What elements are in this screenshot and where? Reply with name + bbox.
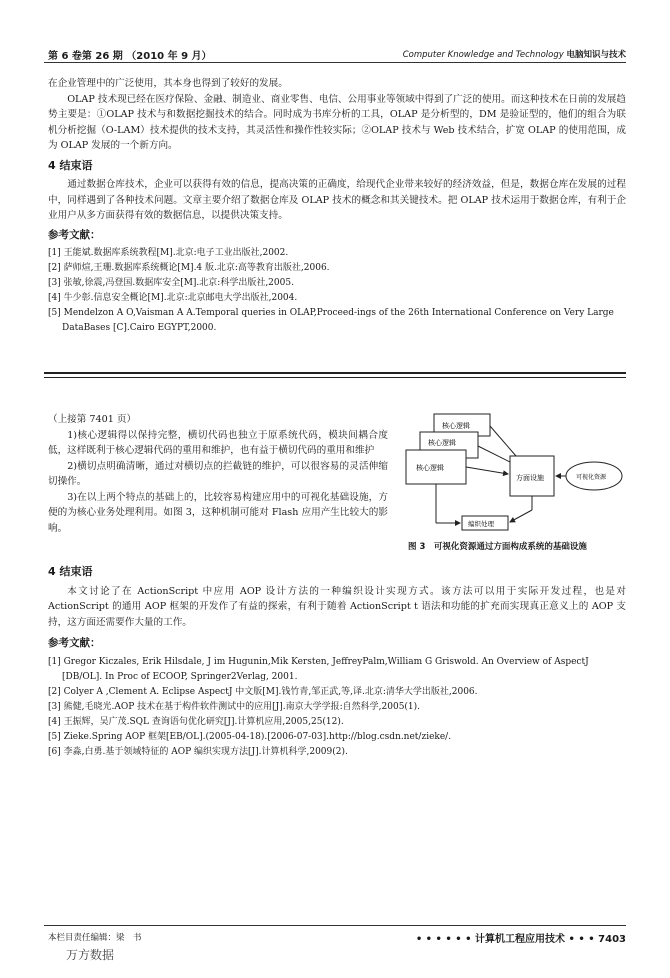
arrow-core-to-aspect [466, 467, 508, 474]
journal-name-en: Computer Knowledge and Technology [402, 50, 564, 60]
connector-core-to-aspect [478, 446, 510, 462]
figure-3-diagram [398, 412, 626, 536]
reference-item: [5] Zieke.Spring AOP 框架[EB/OL].(2005-04-18).[2006-07-03].http://blog.csdn.net/zieke/. [48, 731, 452, 742]
reference-item: [3] 熊健,毛晓光.AOP 技术在基于构件软件测试中的应用[J].南京大学学报:自然科学,2005(1). [48, 701, 421, 712]
reference-item: [2] Colyer A ,Clement A. Eclipse AspectJ 中文版[M].钱竹青,邹正武,等,译.北京:清华大学出版社,2006. [48, 686, 478, 697]
paragraph: 1)核心逻辑得以保持完整，横切代码也独立于原系统代码，模块间耦合度低，这样既利于核心逻辑代码的重用和维护，也有益于横切代码的重用和维护 [48, 429, 388, 456]
paragraph: 3)在以上两个特点的基础上的，比较容易构建应用中的可视化基础设施，方便的为核心业务处理利用。如图 3，这种机制可能对 Flash 应用产生比较大的影响。 [48, 491, 388, 534]
running-header-issue: 第 6 卷第 26 期 （2010 年 9 月） [48, 51, 212, 62]
paragraph: 本文讨论了在 ActionScript 中应用 AOP 设计方法的一种编织设计实现方式。该方法可以用于实际开发过程，也是对 ActionScript 的通用 AOP 框架的开发作了有益的探索，有利于随着 ActionScript t 语法和功能的扩充而实现真正意义上的 AOP 支持，这方面还需要作大量的工作。 [48, 585, 626, 628]
reference-item: [5] Mendelzon A O,Vaisman A A.Temporal queries in OLAP,Proceed-ings of the 26th International Conference on Very Large DataBases [C].Cairo EGYPT,2000. [48, 308, 614, 333]
upper-article [48, 76, 626, 336]
journal-name-cn: 电脑知识与技术 [566, 50, 626, 60]
page-number: 7403 [598, 934, 626, 945]
reference-item: [1] 王能斌.数据库系统教程[M].北京:电子工业出版社,2002. [48, 248, 289, 258]
section-heading-conclusion: 4 结束语 [48, 565, 93, 578]
paragraph: 在企业管理中的广泛使用，其本身也得到了较好的发展。 [48, 78, 288, 89]
weaving-process-label: 编织处理 [468, 520, 494, 528]
reference-item: [4] 牛少彰.信息安全概论[M].北京:北京邮电大学出版社,2004. [48, 293, 298, 303]
continued-from-note: （上接第 7401 页） [48, 414, 137, 425]
section-heading-conclusion: 4 结束语 [48, 158, 93, 172]
lower-article-column [48, 412, 388, 536]
paragraph: OLAP 技术现已经在医疗保险、金融、制造业、商业零售、电信、公用事业等领域中得到了广泛的使用。而这种技术在日前的发展趋势主要是：①OLAP 技术与和数据挖掘技术的结合。同时成为书库分析的工具，OLAP 是分析型的，DM 是验证型的，他们的组合为联机分析挖掘（O-LAM）技术提供的技术支持，其灵活性和操作性较实际；②OLAP 技术与 Web 技术结合，扩宽 OLAP 的使用范围，成为 OLAP 发展的一个新方向。 [48, 93, 626, 151]
core-logic-label: 核心逻辑 [442, 422, 470, 430]
article-separator [44, 372, 626, 378]
section-editor: 本栏目责任编辑：梁 书 [48, 933, 142, 943]
paragraph: 通过数据仓库技术，企业可以获得有效的信息，提高决策的正确度，给现代企业带来较好的经济效益，但是，数据仓库在发展的过程中，同样遇到了各种技术问题。文章主要介绍了数据仓库及 OLAP 技术的概念和其关键技术。把 OLAP 技术运用于数据仓库，有利于企业用户从多方面获得有效的数据信息，以提供决策支持。 [48, 179, 626, 221]
references-heading: 参考文献： [48, 228, 101, 241]
connector-core-to-aspect [490, 426, 516, 456]
running-header-journal [403, 48, 626, 60]
footer-rule [44, 925, 626, 926]
header-rule [44, 62, 626, 63]
paragraph: 2)横切点明确清晰，通过对横切点的拦截链的维护，可以很容易的灵活伸缩切操作。 [48, 460, 388, 487]
reference-item: [2] 萨师煊,王珊.数据库系统概论[M].4 版.北京:高等教育出版社,2006. [48, 263, 330, 273]
references-heading: 参考文献： [48, 637, 101, 649]
figure-caption: 图 3 可视化资源通过方面构成系统的基础设施 [408, 542, 587, 552]
visual-resource-label: 可视化资源 [576, 474, 607, 481]
arrow-aspect-to-weave [510, 510, 532, 522]
lower-article-full [48, 560, 626, 760]
reference-item: [6] 李淼,白勇.基于领域特征的 AOP 编织实现方法[J].计算机科学,2009(2). [48, 746, 348, 757]
core-logic-label: 核心逻辑 [428, 439, 456, 447]
reference-item: [1] Gregor Kiczales, Erik Hilsdale, J im Hugunin,Mik Kersten, JeffreyPalm,William G Griswold. An Overview of AspectJ [DB/OL]. In Proc of ECOOP, Springer2Verlag, 2001. [48, 656, 589, 682]
reference-item: [4] 王振辉，吴广茂.SQL 查询语句优化研究[J].计算机应用,2005,25(12). [48, 716, 344, 727]
reference-item: [3] 张敏,徐震,冯登国.数据库安全[M].北京:科学出版社,2005. [48, 278, 294, 288]
footer-section: • • • • • • 计算机工程应用技术 • • • [415, 934, 595, 945]
aspect-facility-label: 方面设施 [516, 474, 544, 482]
core-logic-label: 核心逻辑 [416, 464, 444, 472]
watermark-text: 万方数据 [66, 948, 115, 962]
footer-section-and-page [416, 930, 626, 945]
